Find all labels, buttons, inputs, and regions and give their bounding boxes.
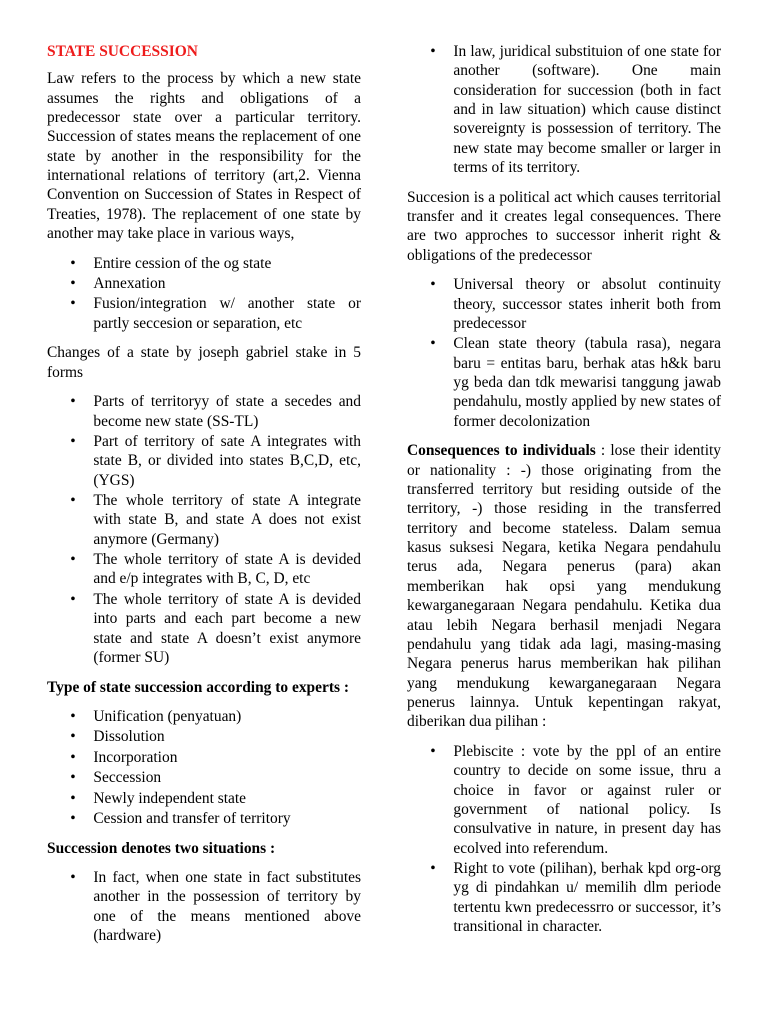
left-column: [47, 42, 361, 956]
list-item: • Universal theory or absolut continuity theory, successor states inherit both from predecessor: [453, 275, 721, 333]
list-item: • Fusion/integration w/ another state or partly seccesion or separation, etc: [93, 294, 361, 333]
list-item: • Right to vote (pilihan), berhak kpd org-org yg di pindahkan u/ memilih dlm periode tertentu kwn predecessrro or successor, it’s transitional in character.: [453, 859, 721, 936]
consequences-label: Consequences to individuals: [407, 442, 596, 460]
list-item: • Plebiscite : vote by the ppl of an entire country to decide on some issue, thru a choice in favor or against ruler or government of national policy. Is consulvative in nature, in present day has ecolved into referendum.: [453, 742, 721, 858]
list-item: • Newly independent state: [93, 789, 361, 808]
list-item: • In fact, when one state in fact substitutes another in the possession of territory by one of the means mentioned above (hardware): [93, 868, 361, 945]
list-item: • Clean state theory (tabula rasa), negara baru = entitas baru, berhak atas h&k baru yg beda dan tdk mewarisi tanggung jawab pendahulu, mostly applied by new states of former decolonization: [453, 334, 721, 431]
consequences-text: : lose their identity or nationality : -) those originating from the transferred territory but residing outside of the territory, -) those residing in the transferred territory and become stateless. Dalam semua kasus suksesi Negara, ketika Negara pendahulu terus ada, Negara penerus (para) akan memberikan hak opsi yang mendukung kewarganegaraan Negara pendahulu. Ketika dua atau lebih Negara berhasil menjadi Negara pendahulu yang tidak ada lagi, masing-masing Negara penerus harus memberikan hak pilihan yang mendukung kewarganegaraan Negara penerus lainnya. Untuk kepentingan rakyat, diberikan dua pilihan :: [407, 442, 721, 731]
consequences-paragraph: [407, 441, 721, 731]
list-item: • Parts of territoryy of state a secedes and become new state (SS-TL): [93, 392, 361, 431]
list-item: • Incorporation: [93, 748, 361, 767]
choices-list: [407, 742, 721, 936]
stake-forms-list: [47, 392, 361, 667]
list-item: • Unification (penyatuan): [93, 707, 361, 726]
list-item: • In law, juridical substituion of one state for another (software). One main consideration for succession (both in fact and in law situation) which cause distinct sovereignty is possession of territory. The new state may become smaller or larger in terms of its territory.: [453, 42, 721, 177]
succession-ways-list: [47, 254, 361, 333]
list-item: • Seccession: [93, 768, 361, 787]
list-item: • Annexation: [93, 274, 361, 293]
document-title: STATE SUCCESSION: [47, 43, 198, 60]
intro-paragraph: Law refers to the process by which a new state assumes the rights and obligations of a predecessor state over a particular territory. Succession of states means the replacement of one state by another in the responsibility for the international relations of territory (art,2. Vienna Convention on Succession of States in Respect of Treaties, 1978). The replacement of one state by another may take place in various ways,: [47, 70, 361, 243]
succession-types-list: [47, 707, 361, 828]
situations-list: [47, 868, 361, 945]
approaches-list: [407, 275, 721, 431]
list-item: • Cession and transfer of territory: [93, 809, 361, 828]
situations-list-continued: [407, 42, 721, 177]
list-item: • The whole territory of state A is devided and e/p integrates with B, C, D, etc: [93, 550, 361, 589]
right-column: [407, 42, 721, 947]
list-item: • The whole territory of state A is devided into parts and each part become a new state and state A doesn’t exist anymore (former SU): [93, 590, 361, 667]
types-heading: Type of state succession according to experts :: [47, 678, 349, 696]
list-item: • Part of territory of sate A integrates with state B, or divided into states B,C,D, etc, (YGS): [93, 432, 361, 490]
approaches-paragraph: Succesion is a political act which causes territorial transfer and it creates legal consequences. There are two approches to successor inherit right & obligations of the predecessor: [407, 188, 721, 264]
list-item: • Dissolution: [93, 727, 361, 746]
list-item: • The whole territory of state A integrate with state B, and state A does not exist anymore (Germany): [93, 491, 361, 549]
list-item: • Entire cession of the og state: [93, 254, 361, 273]
stake-forms-paragraph: Changes of a state by joseph gabriel stake in 5 forms: [47, 344, 361, 381]
situations-heading: Succession denotes two situations :: [47, 839, 276, 857]
